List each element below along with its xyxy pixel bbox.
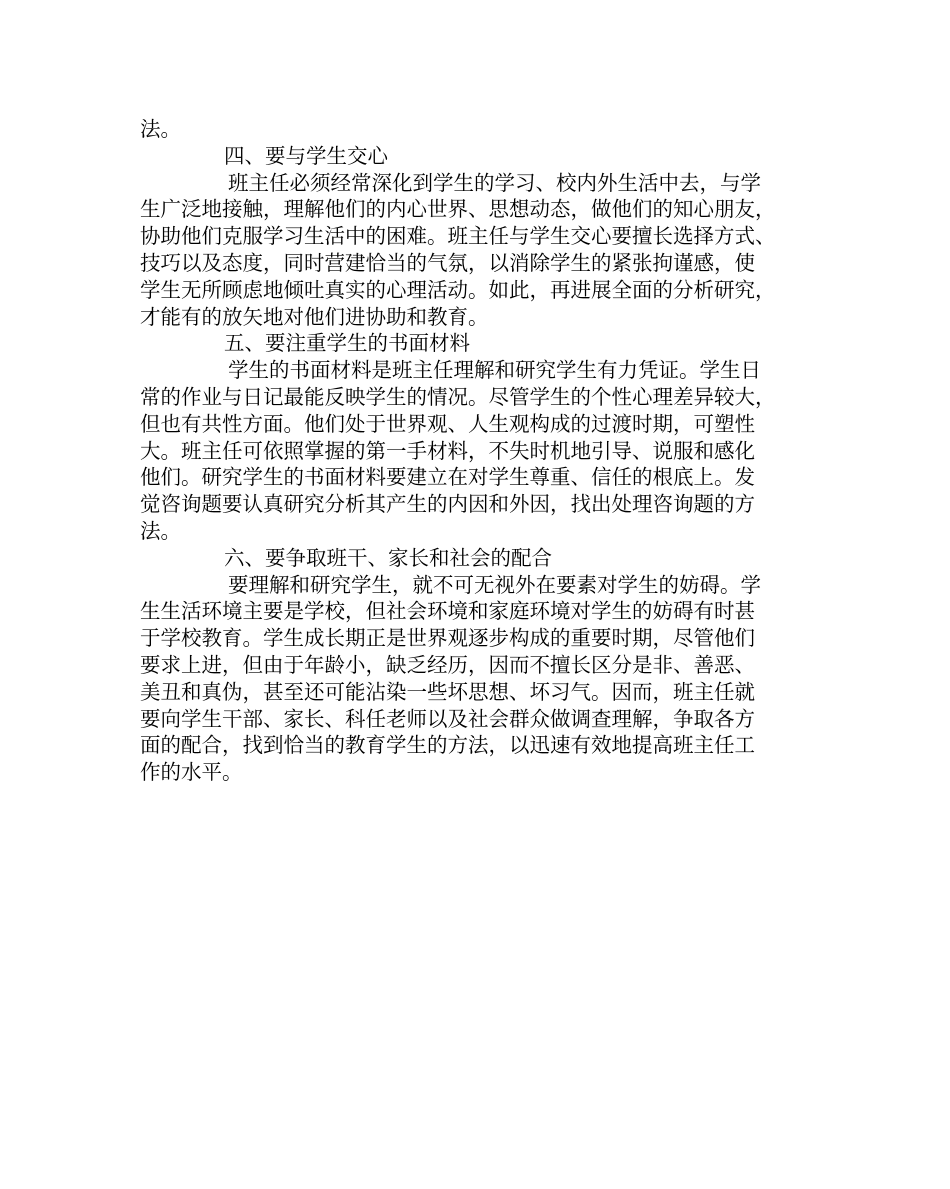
text-line: 作的水平。 [140,760,243,785]
text-line: 生生活环境主要是学校，但社会环境和家庭环境对学生的妨碍有时甚 [140,599,755,624]
text-line: 法。 [140,117,181,141]
paragraph-5 [140,357,820,545]
document-page [140,116,820,786]
text-line: 美丑和真伪，甚至还可能沾染一些坏思想、坏习气。因而，班主任就 [140,679,755,704]
text-line: 于学校教育。学生成长期正是世界观逐步构成的重要时期，尽管他们 [140,626,755,651]
text-line: 觉咨询题要认真研究分析其产生的内因和外因，找出处理咨询题的方 [140,492,755,517]
paragraph-6 [140,572,820,786]
text-line: 要理解和研究学生，就不可无视外在要素对学生的妨碍。学 [228,572,761,597]
text-line: 面的配合，找到恰当的教育学生的方法，以迅速有效地提高班主任工 [140,733,755,758]
text-line: 学生无所顾虑地倾吐真实的心理活动。如此，再进展全面的分析研究， [140,277,776,302]
text-line: 技巧以及态度，同时营建恰当的气氛，以消除学生的紧张拘谨感，使 [140,250,755,275]
text-line: 他们。研究学生的书面材料要建立在对学生尊重、信任的根底上。发 [140,465,755,490]
text-line: 但也有共性方面。他们处于世界观、人生观构成的过渡时期，可塑性 [140,411,755,436]
section-heading-5: 五、要注重学生的书面材料 [224,331,470,356]
text-line: 生广泛地接触，理解他们的内心世界、思想动态，做他们的知心朋友， [140,197,776,222]
text-line: 协助他们克服学习生活中的困难。班主任与学生交心要擅长选择方式、 [140,224,776,249]
text-line: 才能有的放矢地对他们进协助和教育。 [140,304,489,329]
text-line: 法。 [140,518,181,543]
text-line: 大。班主任可依照掌握的第一手材料，不失时机地引导、说服和感化 [140,438,755,463]
text-line: 要求上进，但由于年龄小，缺乏经历，因而不擅长区分是非、善恶、 [140,652,755,677]
text-line: 常的作业与日记最能反映学生的情况。尽管学生的个性心理差异较大， [140,384,776,409]
text-line: 要向学生干部、家长、科任老师以及社会群众做调查理解，争取各方 [140,706,755,731]
paragraph-4 [140,170,820,331]
text-line: 学生的书面材料是班主任理解和研究学生有力凭证。学生日 [228,358,761,383]
section-heading-4: 四、要与学生交心 [224,143,388,168]
text-line: 班主任必须经常深化到学生的学习、校内外生活中去，与学 [228,170,761,195]
section-heading-6: 六、要争取班干、家长和社会的配合 [224,545,552,570]
